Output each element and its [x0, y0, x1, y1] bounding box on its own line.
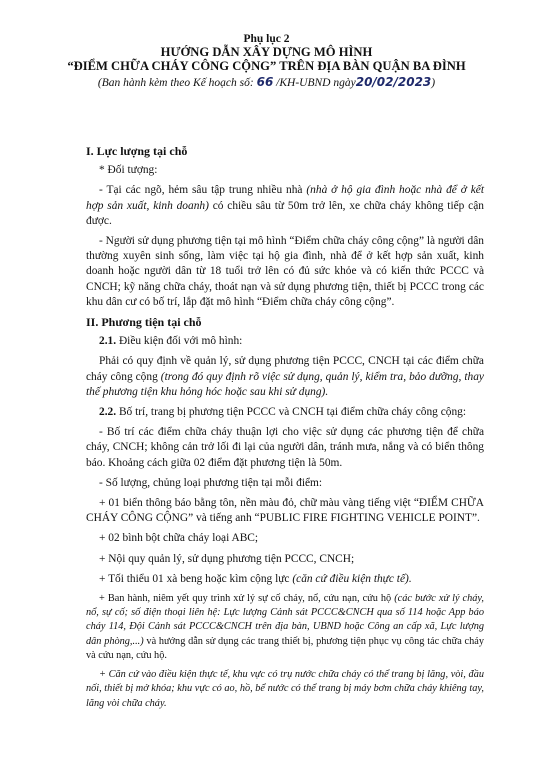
issued-mid: /KH-UBND ngày: [273, 77, 356, 89]
issued-by-line: [30, 75, 503, 91]
list-item-2: + 02 bình bột chữa cháy loại ABC;: [99, 532, 259, 545]
text-run: Phải có quy định về quản lý, sử dụng phương tiện PCCC, CNCH tại các điểm chữa cháy công cộng: [86, 355, 484, 383]
list-item-1: + 01 biển thông báo bằng tôn, nền màu đỏ, chữ màu vàng tiếng việt “ĐIỂM CHỮA CHÁY CÔNG CỘNG” và tiếng anh “PUBLIC FIRE FIGHTING VEHICLE POINT”.: [86, 497, 484, 525]
text-run: có chiều sâu từ 50m trở lên, xe chữa cháy không tiếp cận được.: [86, 199, 484, 227]
subsection-2-2-paragraph-1: - Bố trí các điểm chữa cháy thuận lợi cho việc sử dụng các phương tiện để chữa cháy, CNCH; không cản trở lối đi lại của người dân, tránh mưa, nắng và có biển thông báo. Khoảng cách giữa 02 điểm đặt phương tiện là 50m.: [86, 426, 484, 469]
plan-number-handwritten: 66: [256, 75, 274, 89]
text-run: và hướng dẫn sử dụng các trang thiết bị, phương tiện phục vụ công tác chữa cháy và cứu nạn, cứu hộ.: [86, 635, 484, 661]
appendix-label: Phụ lục 2: [243, 33, 290, 45]
text-run: - Tại các ngõ, hẻm sâu tập trung nhiều nhà: [99, 184, 307, 197]
subsection-2-1-body: [86, 354, 484, 400]
subsection-2-1: [86, 334, 484, 349]
subsection-2-2: [86, 405, 484, 420]
subsection-number: 2.1.: [99, 335, 117, 348]
plan-date-handwritten: 20/02/2023: [355, 75, 432, 89]
list-item-4: [86, 572, 484, 587]
document-body: [86, 144, 484, 716]
target-label: * Đối tượng:: [99, 164, 158, 177]
issued-prefix: (Ban hành kèm theo Kế hoạch số:: [97, 77, 257, 89]
text-run: + Ban hành, niêm yết quy trình xử lý sự cố cháy, nổ, cứu nạn, cứu hộ: [99, 593, 395, 605]
italic-run: (nhà ở hộ gia đình hoặc nhà để ở kết hợp sản xuất, kinh doanh): [86, 184, 484, 212]
italic-run: (các bước xử lý cháy, nổ, sự cố; số điện thoại liên hệ: Lực lượng Cảnh sát PCCC&CNCH qua số 114 hoặc App báo cháy 114, Đội Cảnh sát PCCC&CNCH trên địa bàn, UBND hoặc Công an cấp xã, Lực lượng dân phòng,...): [86, 593, 485, 647]
title-line-2: “ĐIỂM CHỮA CHÁY CÔNG CỘNG” TRÊN ĐỊA BÀN QUẬN BA ĐÌNH: [67, 59, 466, 73]
section-1-paragraph-2: - Người sử dụng phương tiện tại mô hình “Điểm chữa cháy công cộng” là người dân thường xuyên sinh sống, làm việc tại hộ gia đình, nhà để ở kết hợp sản xuất, kinh doanh hoặc người dân từ 18 tuổi trở lên có đủ sức khỏe và có kiến thức PCCC và CNCH; kỹ năng chữa cháy, thoát nạn và sử dụng phương tiện, thiết bị PCCC trong các khu dân cư có bố trí, lắp đặt mô hình “Điểm chữa cháy công cộng”.: [86, 235, 484, 308]
italic-run: (căn cứ điều kiện thực tế).: [292, 572, 412, 585]
section-1-heading: I. Lực lượng tại chỗ: [86, 144, 188, 158]
italic-run: (trong đó quy định rõ việc sử dụng, quản lý, kiểm tra, bảo dưỡng, thay thế phương tiện khu hỏng hóc hoặc sau khi sử dụng).: [86, 370, 484, 398]
list-item-5: [86, 592, 484, 663]
text-run: + Tối thiểu 01 xà beng hoặc kìm cộng lực: [99, 572, 293, 585]
subsection-number: 2.2.: [99, 406, 117, 419]
title-line-1: HƯỚNG DẪN XÂY DỰNG MÔ HÌNH: [160, 45, 373, 59]
list-item-6: + Căn cứ vào điều kiện thực tế, khu vực có trụ nước chữa cháy có thể trang bị lăng, vòi, đầu nối, thiết bị mở khóa; khu vực có ao, hồ, bể nước có thể trang bị máy bơm chữa cháy khiêng tay, lăng vòi chữa cháy.: [86, 669, 484, 709]
subsection-2-2-paragraph-2: - Số lượng, chủng loại phương tiện tại mỗi điểm:: [99, 476, 323, 489]
issued-suffix: ): [431, 77, 436, 89]
text-run: Điều kiện đối với mô hình:: [116, 335, 243, 348]
list-item-3: + Nội quy quản lý, sử dụng phương tiện PCCC, CNCH;: [99, 552, 355, 565]
section-1-paragraph-1: [86, 183, 484, 229]
section-2-heading: II. Phương tiện tại chỗ: [86, 315, 202, 330]
text-run: Bố trí, trang bị phương tiện PCCC và CNCH tại điểm chữa cháy công cộng:: [116, 406, 467, 419]
